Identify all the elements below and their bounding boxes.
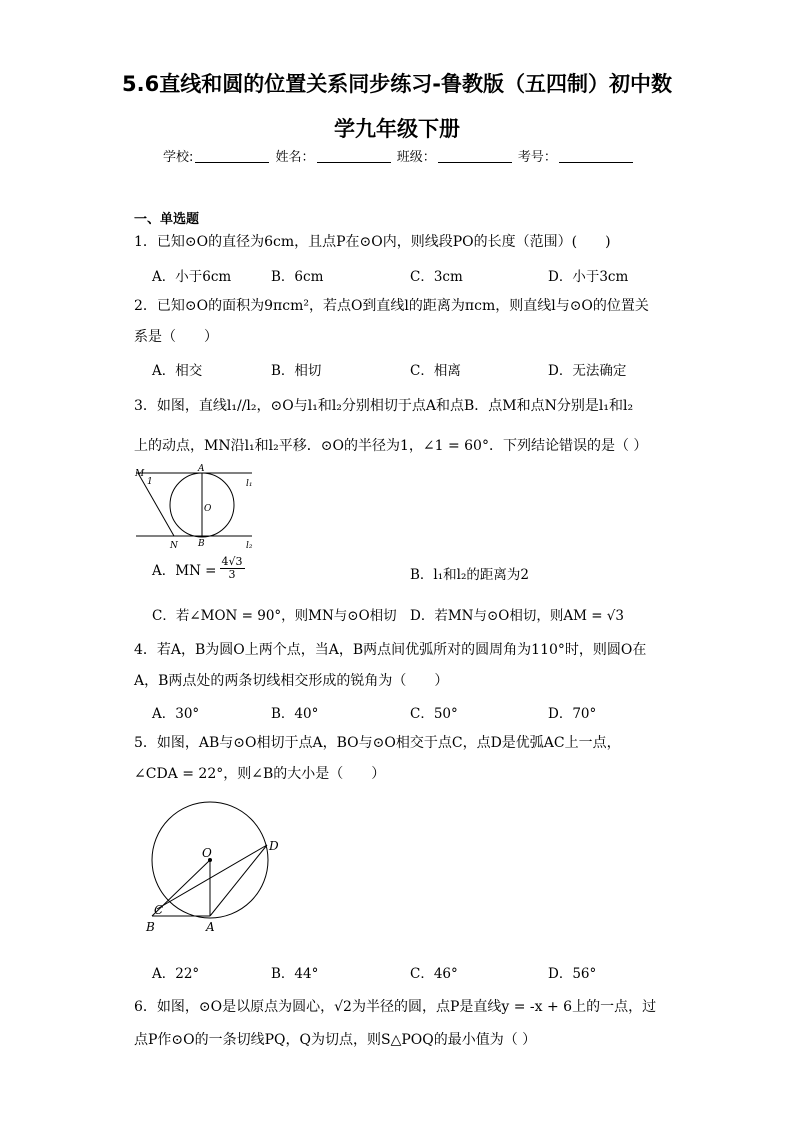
question-2-line1: 2．已知⊙O的面积为9πcm²，若点O到直线l的距离为πcm，则直线l与⊙O的位置关 (134, 298, 649, 314)
q3-figure (132, 464, 262, 554)
question-3-line1: 3．如图，直线l₁//l₂，⊙O与l₁和l₂分别相切于点A和点B．点M和点N分别是l₁和l₂ (134, 398, 634, 414)
q5-option-b: B．44° (271, 966, 319, 982)
label-a: A (206, 920, 215, 934)
q4-option-b: B．40° (271, 706, 319, 722)
label-o: O (202, 846, 212, 860)
class-label: 班级： (396, 150, 436, 165)
q5-option-a: A．22° (152, 966, 200, 982)
q5-option-d: D．56° (548, 966, 597, 982)
student-info-fields (163, 146, 635, 165)
q3-option-a (152, 556, 245, 581)
q4-option-d: D．70° (548, 706, 597, 722)
q3-option-c: C．若∠MON = 90°，则MN与⊙O相切 (152, 608, 397, 624)
q3-option-a-fraction (220, 556, 245, 581)
q1-option-c: C．3cm (410, 269, 463, 285)
question-6-line1: 6．如图，⊙O是以原点为圆心，√2为半径的圆，点P是直线y = -x + 6上的一点，过 (134, 999, 657, 1015)
label-n: N (170, 541, 178, 551)
question-5-line1: 5．如图，AB与⊙O相切于点A，BO与⊙O相交于点C，点D是优弧AC上一点， (134, 735, 621, 751)
label-a: A (198, 464, 205, 474)
label-angle-1: 1 (147, 477, 153, 487)
class-blank (438, 149, 512, 163)
q1-option-b: B．6cm (271, 269, 324, 285)
question-5-line2: ∠CDA = 22°，则∠B的大小是（ ） (134, 766, 386, 782)
segment-ad (210, 845, 267, 916)
q5-option-c: C．46° (410, 966, 458, 982)
school-label: 学校: (163, 150, 194, 165)
question-1-text: 1．已知⊙O的直径为6cm，且点P在⊙O内，则线段PO的长度（范围）( ) (134, 234, 611, 250)
page-title-line1: 5.6直线和圆的位置关系同步练习-鲁教版（五四制）初中数 (122, 72, 672, 96)
name-label: 姓名： (275, 150, 315, 165)
q4-option-c: C．50° (410, 706, 458, 722)
q2-option-a: A．相交 (152, 363, 203, 379)
q3-option-a-prefix: A．MN = (152, 562, 217, 579)
label-d: D (269, 839, 279, 853)
q3-option-b: B．l₁和l₂的距离为2 (410, 567, 529, 583)
q2-option-b: B．相切 (271, 363, 322, 379)
q4-option-a: A．30° (152, 706, 200, 722)
fraction-denominator: 3 (228, 568, 236, 581)
label-o: O (204, 504, 212, 514)
page-title-line2: 学九年级下册 (334, 117, 460, 141)
q2-option-d: D．无法确定 (548, 363, 627, 379)
q1-option-a: A．小于6cm (152, 269, 232, 285)
q1-option-d: D．小于3cm (548, 269, 629, 285)
exam-number-label: 考号： (517, 150, 557, 165)
segment-cd (157, 845, 267, 909)
label-b: B (198, 539, 205, 549)
exam-number-blank (559, 149, 633, 163)
question-3-line2: 上的动点，MN沿l₁和l₂平移．⊙O的半径为1，∠1 = 60°．下列结论错误的是（ ） (134, 438, 648, 454)
question-4-line2: A，B两点处的两条切线相交形成的锐角为（ ） (134, 673, 449, 689)
label-l1: l₁ (246, 479, 253, 489)
segment-mn (138, 473, 174, 536)
question-2-line2: 系是（ ） (134, 329, 218, 345)
label-b: B (146, 920, 155, 934)
label-m: M (135, 469, 145, 479)
section-heading: 一、单选题 (134, 212, 200, 227)
question-6-line2: 点P作⊙O的一条切线PQ，Q为切点，则S△POQ的最小值为（ ） (134, 1032, 537, 1048)
name-blank (317, 149, 391, 163)
q3-option-d: D．若MN与⊙O相切，则AM = √3 (410, 608, 624, 624)
question-4-line1: 4．若A，B为圆O上两个点，当A，B两点间优弧所对的圆周角为110°时，则圆O在 (134, 642, 647, 658)
school-blank (195, 149, 269, 163)
label-c: C (154, 903, 164, 917)
label-l2: l₂ (246, 541, 253, 551)
fraction-numerator: 4√3 (221, 555, 243, 568)
q5-figure (140, 798, 290, 938)
q2-option-c: C．相离 (410, 363, 461, 379)
